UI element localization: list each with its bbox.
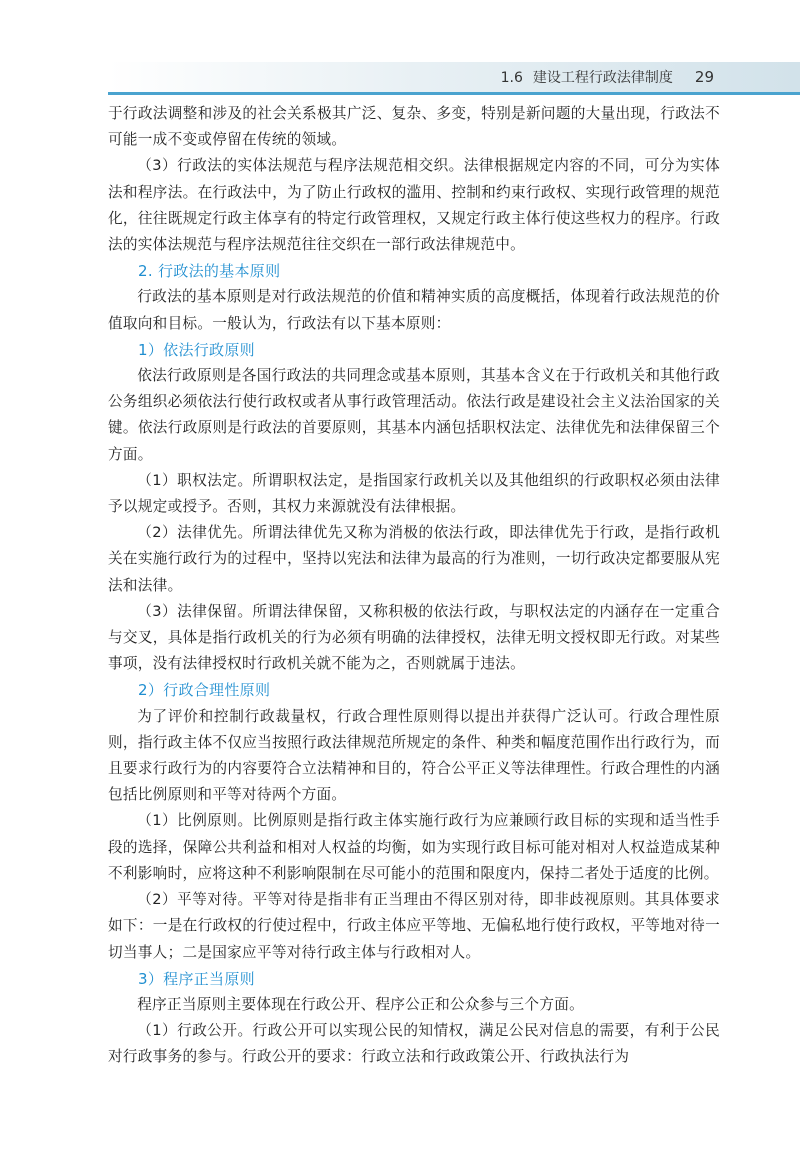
subsection-heading: 1）依法行政原则 bbox=[138, 340, 255, 359]
paragraph: （1）职权法定。所谓职权法定，是指国家行政机关以及其他组织的行政职权必须由法律予以规定或授予。否则，其权力来源就没有法律根据。 bbox=[108, 471, 720, 516]
paragraph: （3）法律保留。所谓法律保留，又称积极的依法行政，与职权法定的内涵存在一定重合与交叉，具体是指行政机关的行为必须有明确的法律授权，法律无明文授权即无行政。对某些事项，没有法律授权时行政机关就不能为之，否则就属于违法。 bbox=[108, 602, 720, 673]
subsection-heading: 3）程序正当原则 bbox=[138, 969, 255, 988]
paragraph: 行政法的基本原则是对行政法规范的价值和精神实质的高度概括，体现着行政法规范的价值取向和目标。一般认为，行政法有以下基本原则： bbox=[108, 288, 720, 332]
paragraph: 于行政法调整和涉及的社会关系极其广泛、复杂、多变，特别是新问题的大量出现，行政法不可能一成不变或停留在传统的领域。 bbox=[108, 105, 720, 149]
page-number: 29 bbox=[694, 68, 714, 86]
paragraph: （1）行政公开。行政公开可以实现公民的知情权，满足公民对信息的需要，有利于公民对行政事务的参与。行政公开的要求：行政立法和行政政策公开、行政执法行为 bbox=[108, 1022, 720, 1066]
paragraph: 依法行政原则是各国行政法的共同理念或基本原则，其基本含义在于行政机关和其他行政公务组织必须依法行使行政权或者从事行政管理活动。依法行政是建设社会主义法治国家的关键。依法行政原则是行政法的首要原则，其基本内涵包括职权法定、法律优先和法律保留三个方面。 bbox=[108, 367, 720, 463]
subsection-heading: 2）行政合理性原则 bbox=[138, 681, 271, 700]
paragraph: 为了评价和控制行政裁量权，行政合理性原则得以提出并获得广泛认可。行政合理性原则，指行政主体不仅应当按照行政法律规范所规定的条件、种类和幅度范围作出行政行为，而且要求行政行为的内容要符合立法精神和目的，符合公平正义等法律理性。行政合理性的内涵包括比例原则和平等对待两个方面。 bbox=[108, 707, 720, 804]
section-heading: 2. 行政法的基本原则 bbox=[138, 262, 281, 281]
paragraph: 程序正当原则主要体现在行政公开、程序公正和公众参与三个方面。 bbox=[137, 995, 585, 1013]
paragraph: （2）平等对待。平等对待是指非有正当理由不得区别对待，即非歧视原则。其具体要求如下：一是在行政权的行使过程中，行政主体应平等地、无偏私地行使行政权，平等地对待一切当事人；二是国家应平等对待行政主体与行政相对人。 bbox=[108, 891, 720, 961]
section-title: 建设工程行政法律制度 bbox=[532, 70, 673, 86]
section-number: 1.6 bbox=[500, 70, 523, 86]
body-text bbox=[108, 101, 720, 1071]
paragraph: （1）比例原则。比例原则是指行政主体实施行政行为应兼顾行政目标的实现和适当性手段的选择，保障公共利益和相对人权益的均衡，如为实现行政目标可能对相对人权益造成某种不利影响时，应将这种不利影响限制在尽可能小的范围和限度内，保持二者处于适度的比例。 bbox=[108, 812, 720, 882]
running-header bbox=[501, 66, 714, 88]
running-header-rule bbox=[108, 92, 800, 95]
paragraph: （3）行政法的实体法规范与程序法规范相交织。法律根据规定内容的不同，可分为实体法和程序法。在行政法中，为了防止行政权的滥用、控制和约束行政权、实现行政管理的规范化，往往既规定行政主体享有的特定行政管理权，又规定行政主体行使这些权力的程序。行政法的实体法规范与程序法规范往往交织在一部行政法律规范中。 bbox=[108, 157, 720, 254]
paragraph: （2）法律优先。所谓法律优先又称为消极的依法行政，即法律优先于行政，是指行政机关在实施行政行为的过程中，坚持以宪法和法律为最高的行为准则，一切行政决定都要服从宪法和法律。 bbox=[108, 524, 720, 594]
